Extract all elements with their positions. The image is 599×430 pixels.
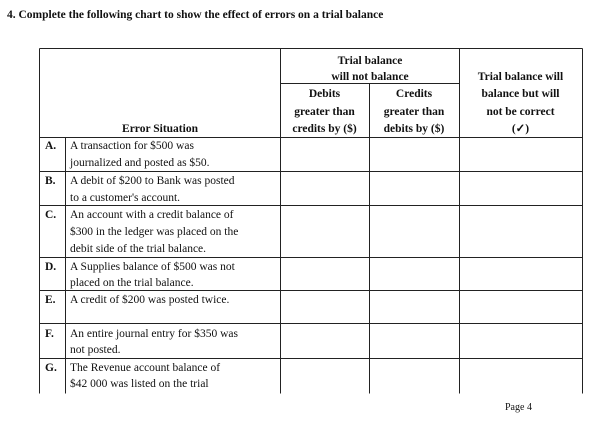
row-g-text-line1: The Revenue account balance of bbox=[70, 362, 221, 374]
answer-cell-g-debits[interactable] bbox=[281, 359, 369, 393]
row-b-text-line1: A debit of $200 to Bank was posted bbox=[70, 175, 235, 187]
row-c-text-line2: $300 in the ledger was placed on the bbox=[70, 226, 239, 238]
header-balance-checkmark: (✓) bbox=[511, 123, 530, 135]
answer-cell-d-credits[interactable] bbox=[370, 258, 459, 290]
header-balance-line2: balance but will bbox=[481, 88, 560, 100]
row-a-text-line1: A transaction for $500 was bbox=[70, 140, 194, 152]
row-f-text-line1: An entire journal entry for $350 was bbox=[70, 328, 238, 340]
answer-cell-e-balance[interactable] bbox=[460, 291, 582, 323]
answer-cell-a-debits[interactable] bbox=[281, 138, 369, 171]
answer-cell-c-credits[interactable] bbox=[370, 206, 459, 257]
row-c-text-line1: An account with a credit balance of bbox=[70, 209, 234, 221]
row-c-letter: C. bbox=[45, 209, 57, 221]
header-balance-line3: not be correct bbox=[486, 106, 555, 118]
question-title: 4. Complete the following chart to show the effect of errors on a trial balance bbox=[7, 9, 384, 21]
answer-cell-f-credits[interactable] bbox=[370, 324, 459, 358]
answer-cell-e-debits[interactable] bbox=[281, 291, 369, 323]
row-a-text-line2: journalized and posted as $50. bbox=[70, 157, 210, 169]
header-error-situation: Error Situation bbox=[122, 123, 198, 135]
header-debits-line1: Debits bbox=[308, 88, 341, 100]
answer-cell-f-balance[interactable] bbox=[460, 324, 582, 358]
header-debits-line3: credits by ($) bbox=[292, 123, 357, 135]
answer-cell-a-balance[interactable] bbox=[460, 138, 582, 171]
answer-cell-a-credits[interactable] bbox=[370, 138, 459, 171]
row-e-text-line1: A credit of $200 was posted twice. bbox=[70, 294, 230, 306]
row-d-text-line1: A Supplies balance of $500 was not bbox=[70, 261, 235, 273]
header-credits-line2: greater than bbox=[383, 106, 445, 118]
answer-cell-e-credits[interactable] bbox=[370, 291, 459, 323]
answer-cell-b-credits[interactable] bbox=[370, 172, 459, 205]
answer-cell-d-debits[interactable] bbox=[281, 258, 369, 290]
header-wont-balance-line2: will not balance bbox=[331, 71, 409, 83]
answer-cell-f-debits[interactable] bbox=[281, 324, 369, 358]
answer-cell-d-balance[interactable] bbox=[460, 258, 582, 290]
header-balance-line1: Trial balance will bbox=[477, 71, 564, 83]
answer-cell-b-debits[interactable] bbox=[281, 172, 369, 205]
header-debits-line2: greater than bbox=[294, 106, 355, 118]
row-g-text-line2: $42 000 was listed on the trial bbox=[70, 378, 209, 390]
header-wont-balance-line1: Trial balance bbox=[337, 55, 403, 67]
row-d-text-line2: placed on the trial balance. bbox=[70, 277, 194, 289]
row-b-letter: B. bbox=[45, 175, 56, 187]
answer-cell-c-balance[interactable] bbox=[460, 206, 582, 257]
answer-cell-g-balance[interactable] bbox=[460, 359, 582, 393]
page-number: Page 4 bbox=[505, 402, 532, 413]
header-credits-line1: Credits bbox=[395, 88, 433, 100]
answer-cell-c-debits[interactable] bbox=[281, 206, 369, 257]
row-b-text-line2: to a customer's account. bbox=[70, 192, 181, 204]
answer-cell-b-balance[interactable] bbox=[460, 172, 582, 205]
row-d-letter: D. bbox=[45, 261, 57, 273]
row-c-text-line3: debit side of the trial balance. bbox=[70, 243, 207, 255]
header-credits-line3: debits by ($) bbox=[383, 123, 445, 135]
row-a-letter: A. bbox=[45, 140, 57, 152]
row-g-letter: G. bbox=[45, 362, 57, 374]
row-e-letter: E. bbox=[45, 294, 56, 306]
row-f-text-line2: not posted. bbox=[70, 344, 121, 356]
row-f-letter: F. bbox=[45, 328, 54, 340]
answer-cell-g-credits[interactable] bbox=[370, 359, 459, 393]
